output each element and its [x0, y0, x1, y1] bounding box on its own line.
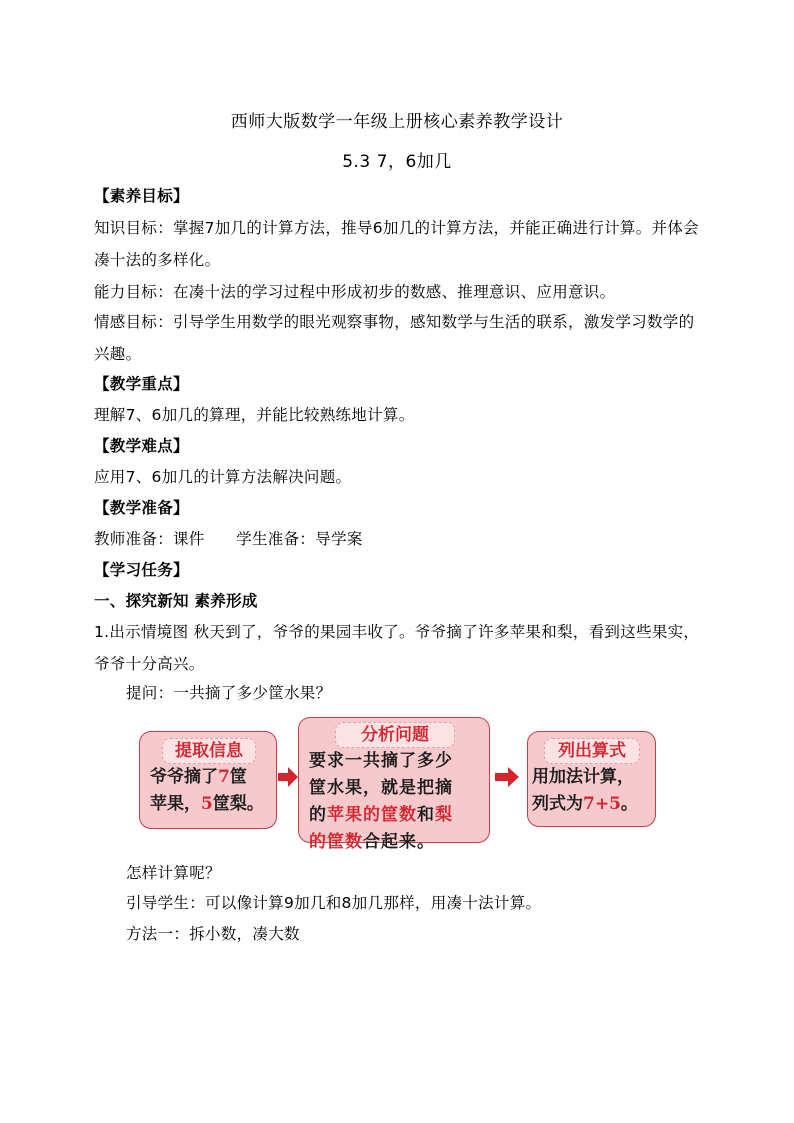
analysis-box-body	[309, 748, 485, 856]
formula-expression: 7+5	[583, 794, 621, 814]
key-heading: 【教学重点】	[94, 375, 189, 393]
info-box	[139, 731, 277, 829]
arrow-right-icon	[277, 766, 299, 788]
task-heading: 【学习任务】	[94, 561, 189, 579]
info-text: 爷爷摘了	[150, 767, 218, 787]
method1-text: 方法一：拆小数，凑大数	[126, 925, 300, 943]
analysis-box-title: 分析问题	[335, 722, 455, 748]
pear-highlight: 梨	[435, 805, 453, 825]
formula-box-body	[532, 764, 656, 818]
formula-line: 用加法计算，	[532, 767, 634, 787]
document-title: 西师大版数学一年级上册核心素养教学设计	[230, 112, 564, 132]
pear-count: 5	[201, 794, 213, 814]
part1-heading: 一、探究新知 素养形成	[94, 592, 258, 610]
formula-box	[527, 731, 656, 827]
info-text: 筐梨。	[212, 794, 264, 814]
lesson-title: 5.3 7，6加几	[342, 152, 452, 172]
how-text: 怎样计算呢？	[126, 864, 221, 882]
ability-goal: 能力目标：在凑十法的学习过程中形成初步的数感、推理意识、应用意识。	[94, 283, 616, 301]
analysis-line: 要求一共摘了多少	[309, 751, 453, 771]
formula-box-title: 列出算式	[544, 738, 640, 764]
prep-heading: 【教学准备】	[94, 499, 189, 517]
formula-text: 。	[620, 794, 638, 814]
info-text: 苹果，	[150, 794, 201, 814]
analysis-text: 的	[309, 805, 327, 825]
analysis-text: 合起来。	[363, 832, 435, 852]
arrow-right-icon	[494, 766, 520, 788]
question-text: 提问：一共摘了多少筐水果？	[126, 684, 332, 702]
apple-count: 7	[218, 767, 230, 787]
info-text: 筐	[229, 767, 247, 787]
key-text: 理解7、6加几的算理，并能比较熟练地计算。	[94, 406, 415, 424]
pear-baskets-highlight: 的筐数	[309, 832, 363, 852]
emotion-goal: 情感目标：引导学生用数学的眼光观察事物，感知数学与生活的联系，激发学习数学的兴趣。	[94, 313, 695, 363]
difficulty-heading: 【教学难点】	[94, 437, 189, 455]
info-box-body	[150, 764, 274, 818]
prep-text: 教师准备：课件 学生准备：导学案	[94, 530, 363, 548]
guide-text: 引导学生：可以像计算9加几和8加几那样，用凑十法计算。	[126, 894, 542, 912]
analysis-box	[298, 717, 490, 852]
info-box-title: 提取信息	[162, 738, 256, 764]
apple-baskets-highlight: 苹果的筐数	[327, 805, 417, 825]
goals-heading: 【素养目标】	[94, 187, 189, 205]
analysis-text: 和	[417, 805, 435, 825]
scenario-text: 1.出示情境图 秋天到了，爷爷的果园丰收了。爷爷摘了许多苹果和梨，看到这些果实，爷爷十分高兴。	[94, 623, 700, 673]
difficulty-text: 应用7、6加几的计算方法解决问题。	[94, 468, 352, 486]
formula-text: 列式为	[532, 794, 583, 814]
knowledge-goal: 知识目标：掌握7加几的计算方法，推导6加几的计算方法，并能正确进行计算。并体会凑十法的多样化。	[94, 219, 699, 269]
analysis-line: 筐水果，就是把摘	[309, 778, 453, 798]
